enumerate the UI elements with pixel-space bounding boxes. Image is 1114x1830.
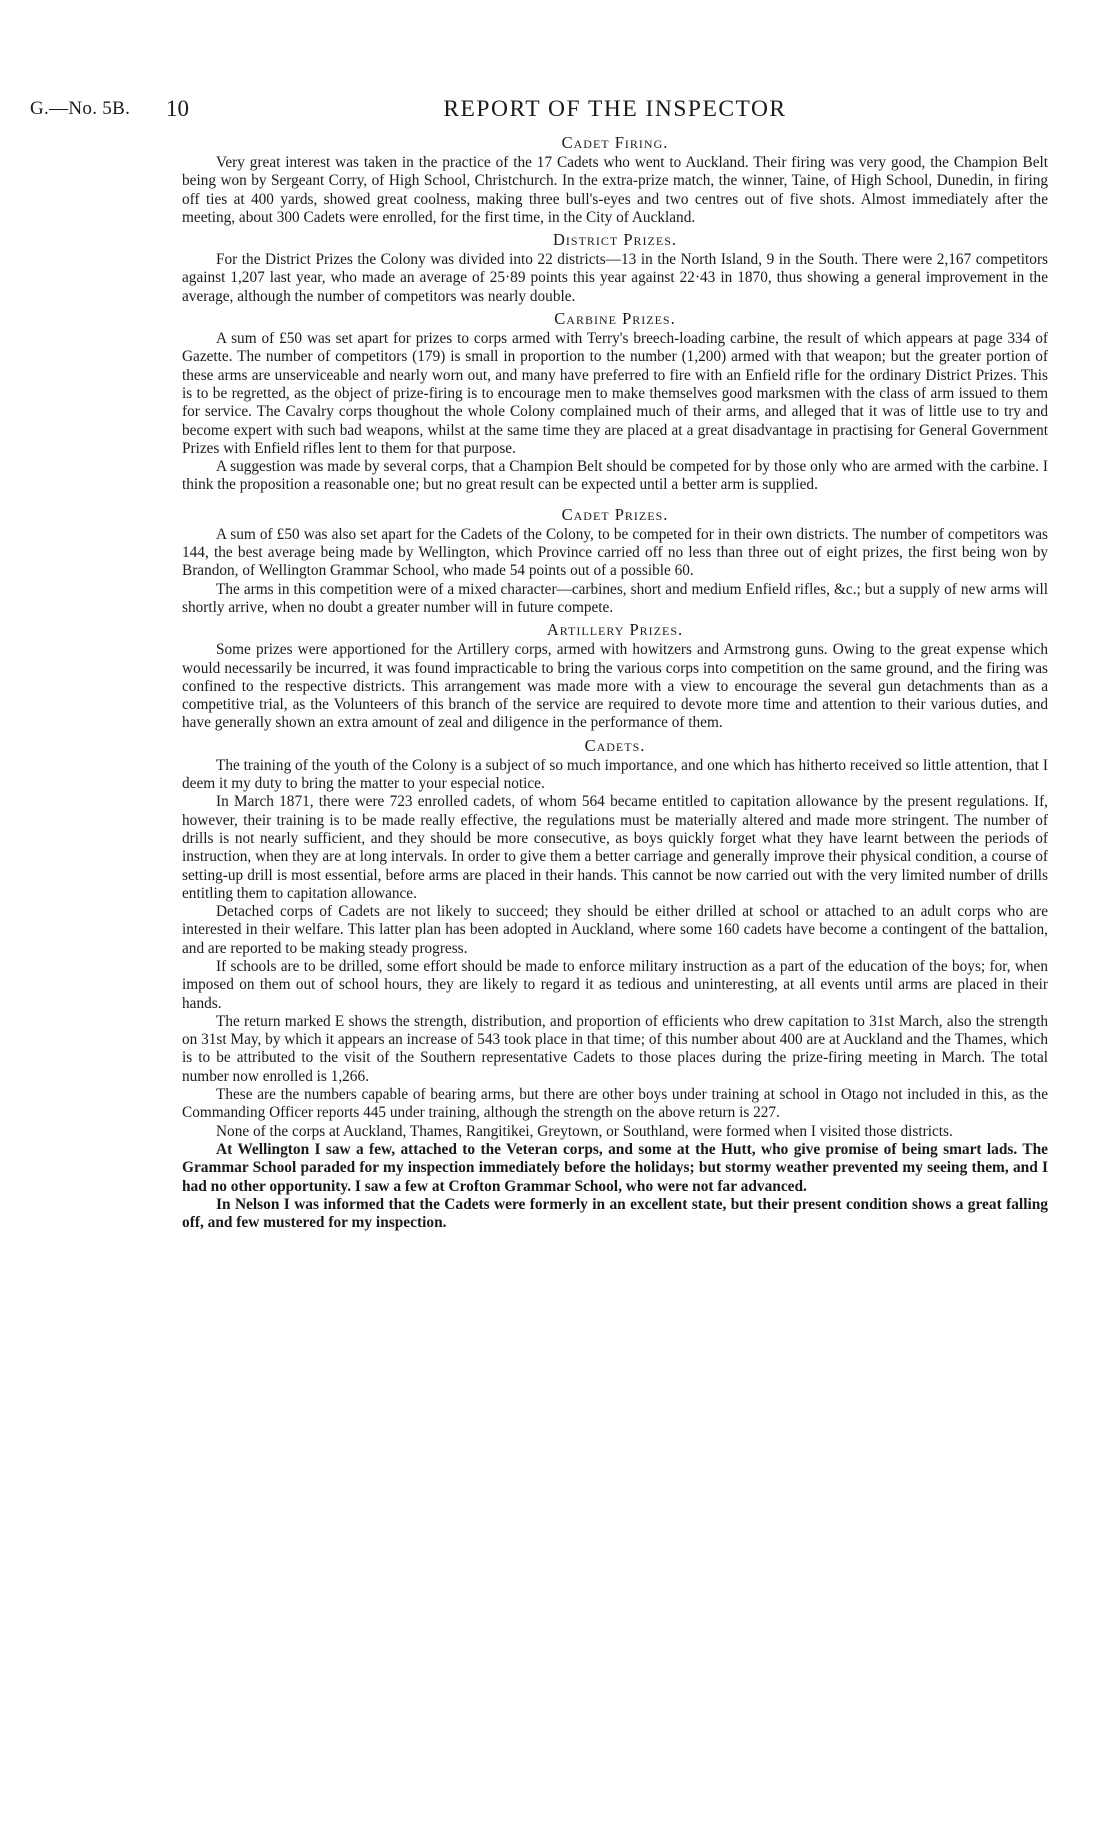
paragraph: Very great interest was taken in the practice of the 17 Cadets who went to Auckland. Their firing was very good, the Champion Belt being won by Sergeant Corry, of High School, Christchurch. In the extra-prize match, the winner, Taine, of High School, Dunedin, in firing off ties at 400 yards, showed great coolness, making three bull's-eyes and two centres out of five shots. Almost immediately after the meeting, about 300 Cadets were enrolled, for the first time, in the City of Auckland. (182, 154, 1048, 226)
paragraph: The arms in this competition were of a mixed character—carbines, short and medium Enfield rifles, &c.; but a supply of new arms will shortly arrive, when no doubt a greater number will in future compete. (182, 580, 1048, 616)
section-heading: Cadet Prizes. (561, 504, 669, 524)
section-district-prizes (182, 231, 1048, 306)
paragraph: These are the numbers capable of bearing arms, but there are other boys under training at school in Otago not included in this, as the Commanding Officer reports 445 under training, although the strength on the above return is 227. (182, 1086, 1048, 1122)
section-heading: District Prizes. (552, 230, 677, 250)
section-cadet-firing (182, 134, 1048, 227)
paragraph: For the District Prizes the Colony was divided into 22 districts—13 in the North Island, 9 in the South. There were 2,167 competitors against 1,207 last year, who made an average of 25·89 points this year against 22·43 in 1870, thus showing a general improvement in the average, although the number of competitors was nearly double. (182, 251, 1048, 305)
document-reference: G.—No. 5B. (30, 98, 131, 119)
paragraph: The training of the youth of the Colony is a subject of so much importance, and one which has hitherto received so little attention, that I deem it my duty to bring the matter to your especial notice. (182, 756, 1048, 793)
section-carbine-prizes (182, 310, 1048, 495)
section-artillery-prizes (182, 621, 1048, 732)
closing-paragraphs (182, 1141, 1048, 1232)
section-cadets (182, 737, 1048, 1141)
paragraph: The return marked E shows the strength, distribution, and proportion of efficients who drew capitation to 31st March, also the strength on 31st May, by which it appears an increase of 543 took place in that time; of this number about 400 are at Auckland and the Thames, which is to be attributed to the visit of the Southern representative Cadets to those places during the prize-firing meeting in March. The total number now enrolled is 1,266. (182, 1012, 1048, 1085)
paragraph: A sum of £50 was also set apart for the Cadets of the Colony, to be competed for in their own districts. The number of competitors was 144, the best average being made by Wellington, which Province carried off no less than three out of eight prizes, the first being won by Brandon, of Wellington Grammar School, who made 54 points out of a possible 60. (182, 525, 1048, 580)
paragraph: Detached corps of Cadets are not likely to succeed; they should be either drilled at school or attached to an adult corps who are interested in their welfare. This latter plan has been adopted in Auckland, where some 160 cadets have become a contingent of the battalion, and are reported to be making steady progress. (182, 903, 1048, 957)
page-header (30, 96, 1048, 130)
paragraph: None of the corps at Auckland, Thames, Rangitikei, Greytown, or Southland, were formed when I visited those districts. (216, 1122, 953, 1140)
section-heading: Cadet Firing. (561, 133, 669, 152)
section-heading: Artillery Prizes. (546, 620, 684, 640)
paragraph: In March 1871, there were 723 enrolled cadets, of whom 564 became entitled to capitation allowance by the present regulations. If, however, their training is to be made really effective, the regulations must be materially altered and made more stringent. The number of drills is not nearly sufficient, and they should be more consecutive, as boys quickly forget what they have learnt between the periods of instruction, when they are at long intervals. In order to give them a better carriage and generally improve their physical condition, a course of setting-up drill is most essential, before arms are placed in their hands. This cannot be now carried out with the very limited number of drills entitling them to capitation allowance. (182, 793, 1048, 902)
page-number: 10 (166, 96, 189, 121)
section-heading: Cadets. (584, 735, 646, 755)
report-title: REPORT OF THE INSPECTOR (443, 96, 787, 122)
paragraph: In Nelson I was informed that the Cadets were formerly in an excellent state, but their present condition shows a great falling off, and few mustered for my inspection. (182, 1195, 1048, 1232)
paragraph: A sum of £50 was set apart for prizes to corps armed with Terry's breech-loading carbine, the result of which appears at page 334 of Gazette. The number of competitors (179) is small in proportion to the number (1,200) armed with that weapon; but the greater portion of these arms are unserviceable and nearly worn out, and many have preferred to fire with an Enfield rifle for the ordinary District Prizes. This is to be regretted, as the object of prize-firing is to encourage men to make themselves good marksmen with the class of arm issued to them for service. The Cavalry corps thoughout the whole Colony complained much of their arms, and alleged that it was of little use to try and become expert with such bad weapons, whilst at the same time they are placed at a great disadvantage in practising for General Government Prizes with Enfield rifles lent to them for that purpose. (182, 330, 1048, 457)
paragraph: At Wellington I saw a few, attached to the Veteran corps, and some at the Hutt, who give promise of being smart lads. The Grammar School paraded for my inspection immediately before the holidays; but stormy weather prevented my seeing them, and I had no other opportunity. I saw a few at Crofton Grammar School, who were not far advanced. (182, 1140, 1048, 1195)
section-heading: Carbine Prizes. (554, 309, 676, 329)
paragraph: Some prizes were apportioned for the Artillery corps, armed with howitzers and Armstrong guns. Owing to the great expense which would necessarily be incurred, it was found impracticable to bring the various corps into competition on the same ground, and the firing was confined to the respective districts. This arrangement was made more with a view to encourage the several gun detachments than as a competitive trial, as the Volunteers of this branch of the service are required to devote more time and attention to their various duties, and have generally shown an extra amount of zeal and diligence in the performance of them. (182, 641, 1048, 732)
paragraph: A suggestion was made by several corps, that a Champion Belt should be competed for by those only who are armed with the carbine. I think the proposition a reasonable one; but no great result can be expected until a better arm is supplied. (182, 458, 1048, 494)
paragraph: If schools are to be drilled, some effort should be made to enforce military instruction as a part of the education of the boys; for, when imposed on them out of school hours, they are likely to regard it as tedious and uninteresting, at all events until arms are placed in their hands. (182, 957, 1048, 1012)
section-cadet-prizes (182, 506, 1048, 617)
